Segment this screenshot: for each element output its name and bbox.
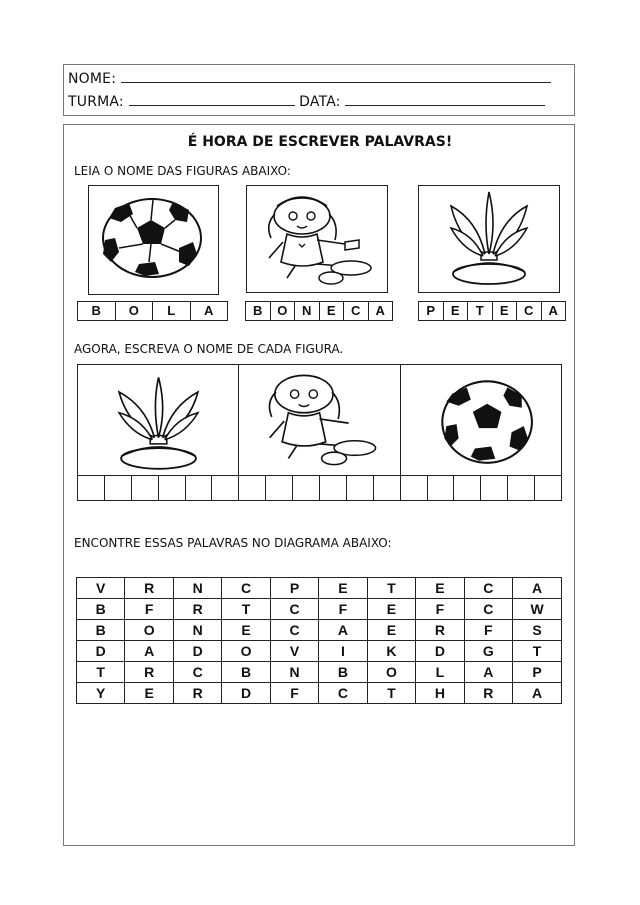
- word-search-cell[interactable]: Y: [77, 683, 125, 704]
- word-search-cell[interactable]: F: [416, 599, 464, 620]
- write-cell-peteca: [78, 365, 239, 475]
- word-search-cell[interactable]: B: [319, 662, 367, 683]
- word-search-cell[interactable]: D: [222, 683, 271, 704]
- name-field[interactable]: [121, 70, 551, 83]
- word-search-cell[interactable]: A: [319, 620, 367, 641]
- class-date-line: [68, 93, 545, 110]
- letter: E: [493, 302, 518, 320]
- word-search-cell[interactable]: S: [513, 620, 562, 641]
- write-cell-ball: [401, 365, 561, 475]
- word-search-cell[interactable]: A: [125, 641, 174, 662]
- word-search-cell[interactable]: P: [270, 578, 318, 599]
- letter: N: [295, 302, 320, 320]
- letter: A: [204, 303, 214, 318]
- word-search-cell[interactable]: T: [222, 599, 271, 620]
- word-search-cell[interactable]: T: [367, 683, 416, 704]
- letter: A: [375, 303, 385, 318]
- soccer-ball-icon: [89, 186, 217, 293]
- doll-picture: [246, 185, 388, 293]
- word-search-cell[interactable]: A: [513, 683, 562, 704]
- word-search-cell[interactable]: G: [464, 641, 513, 662]
- word-search-cell[interactable]: C: [270, 620, 318, 641]
- word-search-cell[interactable]: C: [173, 662, 221, 683]
- letter: B: [246, 302, 271, 320]
- word-search-cell[interactable]: O: [125, 620, 174, 641]
- word-search-cell[interactable]: F: [319, 599, 367, 620]
- word-search-row: [77, 641, 562, 662]
- instruction-write: AGORA, ESCREVA O NOME DE CADA FIGURA.: [74, 342, 344, 356]
- word-search-cell[interactable]: N: [173, 620, 221, 641]
- word-search-cell[interactable]: B: [77, 599, 125, 620]
- letter: E: [444, 302, 469, 320]
- word-peteca: [418, 301, 566, 321]
- word-search-cell[interactable]: D: [77, 641, 125, 662]
- word-search-cell[interactable]: R: [173, 683, 221, 704]
- word-search-row: [77, 662, 562, 683]
- word-search-cell[interactable]: T: [77, 662, 125, 683]
- word-search-cell[interactable]: C: [222, 578, 271, 599]
- ball-picture: [88, 185, 219, 295]
- word-search-cell[interactable]: H: [416, 683, 464, 704]
- word-search-cell[interactable]: C: [270, 599, 318, 620]
- word-search-cell[interactable]: T: [367, 578, 416, 599]
- word-search-row: [77, 683, 562, 704]
- peteca-picture: [418, 185, 560, 293]
- write-pictures-row: [77, 364, 562, 476]
- word-search-cell[interactable]: A: [464, 662, 513, 683]
- date-field[interactable]: [345, 93, 545, 106]
- soccer-ball-icon: [401, 365, 561, 474]
- word-search-cell[interactable]: F: [270, 683, 318, 704]
- word-search-cell[interactable]: R: [125, 662, 174, 683]
- letter: L: [153, 302, 191, 320]
- word-search-cell[interactable]: L: [416, 662, 464, 683]
- word-search-row: [77, 620, 562, 641]
- date-label: DATA:: [299, 94, 341, 110]
- write-blanks-row[interactable]: [77, 476, 562, 501]
- word-search-cell[interactable]: C: [464, 599, 513, 620]
- letter: E: [320, 302, 345, 320]
- word-search-cell[interactable]: F: [125, 599, 174, 620]
- word-search-cell[interactable]: O: [222, 641, 271, 662]
- word-search-cell[interactable]: R: [464, 683, 513, 704]
- word-search-cell[interactable]: R: [125, 578, 174, 599]
- letter: O: [271, 302, 296, 320]
- letter: C: [344, 302, 369, 320]
- word-search-cell[interactable]: A: [513, 578, 562, 599]
- word-search-cell[interactable]: C: [464, 578, 513, 599]
- peteca-icon: [78, 365, 238, 474]
- word-search-cell[interactable]: E: [125, 683, 174, 704]
- word-search-row: [77, 599, 562, 620]
- word-search-cell[interactable]: P: [513, 662, 562, 683]
- word-search-cell[interactable]: V: [77, 578, 125, 599]
- word-search-cell[interactable]: K: [367, 641, 416, 662]
- word-search-cell[interactable]: N: [270, 662, 318, 683]
- name-label: NOME:: [68, 71, 117, 87]
- word-search-cell[interactable]: E: [367, 599, 416, 620]
- word-search-cell[interactable]: C: [319, 683, 367, 704]
- word-search-row: [77, 578, 562, 599]
- word-search-cell[interactable]: T: [513, 641, 562, 662]
- word-search-cell[interactable]: R: [173, 599, 221, 620]
- word-search-cell[interactable]: F: [464, 620, 513, 641]
- instruction-read: LEIA O NOME DAS FIGURAS ABAIXO:: [74, 164, 291, 178]
- word-ball: [77, 301, 228, 321]
- letter: B: [78, 302, 116, 320]
- doll-icon: [239, 365, 399, 474]
- doll-icon: [247, 186, 386, 291]
- word-search-cell[interactable]: I: [319, 641, 367, 662]
- word-search-cell[interactable]: V: [270, 641, 318, 662]
- letter: A: [548, 303, 558, 318]
- letter: T: [468, 302, 493, 320]
- peteca-icon: [419, 186, 558, 291]
- word-search-cell[interactable]: D: [173, 641, 221, 662]
- word-search-cell[interactable]: W: [513, 599, 562, 620]
- word-search-cell[interactable]: R: [416, 620, 464, 641]
- letter: O: [116, 302, 154, 320]
- word-search-cell[interactable]: O: [367, 662, 416, 683]
- word-search-cell[interactable]: E: [367, 620, 416, 641]
- name-line: [68, 70, 551, 87]
- word-search-cell[interactable]: B: [222, 662, 271, 683]
- letter: C: [517, 302, 542, 320]
- word-search-cell[interactable]: E: [222, 620, 271, 641]
- instruction-find: ENCONTRE ESSAS PALAVRAS NO DIAGRAMA ABAIXO:: [74, 536, 392, 550]
- word-search-grid: [76, 577, 562, 704]
- worksheet-title: É HORA DE ESCREVER PALAVRAS!: [187, 134, 453, 150]
- class-label: TURMA:: [68, 94, 124, 110]
- word-search-cell[interactable]: N: [173, 578, 221, 599]
- write-cell-doll: [239, 365, 400, 475]
- class-field[interactable]: [129, 93, 295, 106]
- word-search-cell[interactable]: B: [77, 620, 125, 641]
- word-search-cell[interactable]: E: [416, 578, 464, 599]
- letter: P: [419, 302, 444, 320]
- word-search-cell[interactable]: E: [319, 578, 367, 599]
- word-doll: [245, 301, 393, 321]
- word-search-cell[interactable]: D: [416, 641, 464, 662]
